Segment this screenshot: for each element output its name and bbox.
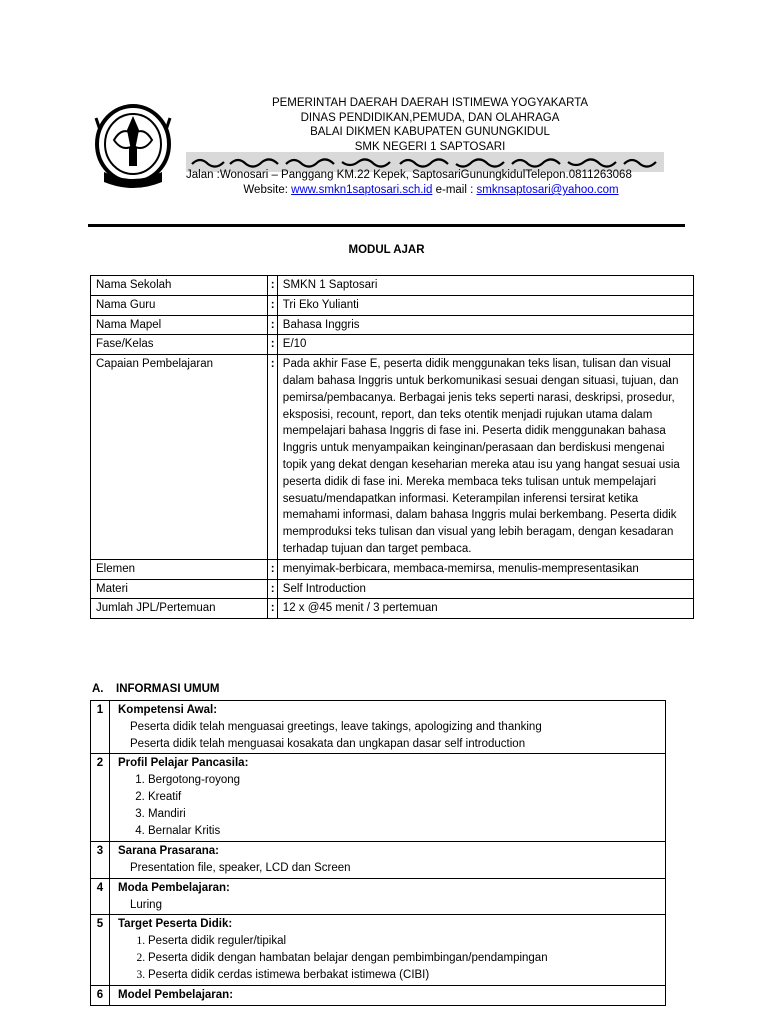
section-heading (92, 683, 220, 695)
school-emblem-logo (92, 100, 174, 196)
table-row (91, 276, 694, 296)
identity-separator: : (268, 559, 277, 579)
table-row (91, 599, 694, 619)
row-number: 1 (91, 701, 110, 754)
table-row (91, 335, 694, 355)
row-heading: Model Pembelajaran: (118, 989, 234, 1002)
row-heading: Profil Pelajar Pancasila: (118, 757, 249, 770)
list-item: 3. Peserta didik cerdas istimewa berbakat istimewa (CIBI) (148, 967, 657, 984)
list-item: 1. Peserta didik reguler/tipikal (148, 933, 657, 950)
identity-value: Bahasa Inggris (277, 315, 693, 335)
website-label: Website: (243, 184, 288, 196)
identity-table (90, 275, 694, 619)
row-content (110, 986, 666, 1006)
identity-value: 12 x @45 menit / 3 pertemuan (277, 599, 693, 619)
row-line: Presentation file, speaker, LCD dan Screen (130, 861, 351, 874)
identity-value: Pada akhir Fase E, peserta didik menggunakan teks lisan, tulisan dan visual dalam bahasa Inggris untuk berkomunikasi sesuai dengan situasi, tujuan, dan pemirsa/pembacanya. Berbagai jenis teks seperti narasi, deskripsi, prosedur, eksposisi, recount, report, dan teks otentik menjadi rujukan utama dalam mempelajari bahasa Inggris di fase ini. Peserta didik menggunakan bahasa Inggris untuk menyampaikan keinginan/perasaan dan berdiskusi mengenai topik yang dekat dengan keseharian mereka atau isu yang hangat sesuai usia peserta didik di fase ini. Mereka membaca teks tulisan untuk mempelajari sesuatu/mendapatkan informasi. Keterampilan inferensi tersirat ketika memahami informasi, dalam bahasa Inggris mulai berkembang. Peserta didik memproduksi teks tulisan dan visual yang lebih beragam, dengan kesadaran terhadap tujuan dan target pembaca. (277, 355, 693, 560)
identity-value: Tri Eko Yulianti (277, 295, 693, 315)
identity-separator: : (268, 335, 277, 355)
email-label: e-mail : (435, 184, 474, 196)
pancasila-list (118, 772, 657, 840)
document-title: MODUL AJAR (348, 244, 425, 256)
identity-value: menyimak-berbicara, membaca-memirsa, menulis-mempresentasikan (277, 559, 693, 579)
table-row (91, 842, 666, 879)
section-letter: A. (92, 683, 104, 695)
target-students-list (118, 933, 657, 984)
identity-separator: : (268, 599, 277, 619)
section-title: INFORMASI UMUM (116, 683, 220, 695)
row-number: 3 (91, 842, 110, 879)
identity-separator: : (268, 295, 277, 315)
list-item: 2. Peserta didik dengan hambatan belajar dengan pembimbingan/pendampingan (148, 950, 657, 967)
row-content (110, 701, 666, 754)
general-info-table (90, 700, 666, 1006)
table-row (91, 701, 666, 754)
letterhead-line-3: BALAI DIKMEN KABUPATEN GUNUNGKIDUL (310, 126, 550, 138)
identity-key: Materi (91, 579, 268, 599)
table-row (91, 355, 694, 560)
letterhead-line-1: PEMERINTAH DAERAH DAERAH ISTIMEWA YOGYAKARTA (271, 97, 589, 109)
identity-key: Capaian Pembelajaran (91, 355, 268, 560)
row-heading: Moda Pembelajaran: (118, 881, 230, 894)
school-address: Jalan :Wonosari – Panggang KM.22 Kepek, SaptosariGunungkidulTelepon.0811263068 (186, 169, 632, 181)
identity-separator: : (268, 355, 277, 560)
email-link[interactable]: smknsaptosari@yahoo.com (476, 184, 619, 196)
row-number: 6 (91, 986, 110, 1006)
letterhead-divider (88, 224, 685, 227)
list-item: 3. Mandiri (148, 806, 657, 823)
identity-key: Nama Mapel (91, 315, 268, 335)
identity-separator: : (268, 579, 277, 599)
list-item: 1. Bergotong-royong (148, 772, 657, 789)
table-row (91, 579, 694, 599)
row-number: 2 (91, 754, 110, 842)
row-number: 4 (91, 878, 110, 915)
table-row (91, 559, 694, 579)
row-heading: Sarana Prasarana: (118, 845, 220, 858)
identity-value: SMKN 1 Saptosari (277, 276, 693, 296)
contact-line (186, 184, 676, 196)
website-link[interactable]: www.smkn1saptosari.sch.id (291, 184, 433, 196)
identity-separator: : (268, 315, 277, 335)
table-row (91, 315, 694, 335)
letterhead-text (180, 96, 680, 154)
row-heading: Target Peserta Didik: (118, 918, 233, 931)
table-row (91, 915, 666, 986)
identity-key: Nama Guru (91, 295, 268, 315)
identity-key: Elemen (91, 559, 268, 579)
row-number: 5 (91, 915, 110, 986)
table-row (91, 295, 694, 315)
identity-separator: : (268, 276, 277, 296)
letterhead-line-2: DINAS PENDIDIKAN,PEMUDA, DAN OLAHRAGA (300, 111, 560, 124)
row-line: Luring (130, 898, 162, 911)
identity-key: Nama Sekolah (91, 276, 268, 296)
table-row (91, 878, 666, 915)
list-item: 4. Bernalar Kritis (148, 823, 657, 840)
row-line: Peserta didik telah menguasai kosakata dan ungkapan dasar self introduction (130, 737, 526, 750)
table-row (91, 986, 666, 1006)
identity-value: Self Introduction (277, 579, 693, 599)
letterhead-line-4: SMK NEGERI 1 SAPTOSARI (354, 140, 506, 153)
identity-key: Jumlah JPL/Pertemuan (91, 599, 268, 619)
row-content (110, 915, 666, 986)
row-content (110, 878, 666, 915)
row-content (110, 754, 666, 842)
row-line: Peserta didik telah menguasai greetings, leave takings, apologizing and thanking (130, 720, 542, 733)
identity-value: E/10 (277, 335, 693, 355)
list-item: 2. Kreatif (148, 789, 657, 806)
row-heading: Kompetensi Awal: (118, 704, 218, 716)
row-content (110, 842, 666, 879)
identity-key: Fase/Kelas (91, 335, 268, 355)
table-row (91, 754, 666, 842)
